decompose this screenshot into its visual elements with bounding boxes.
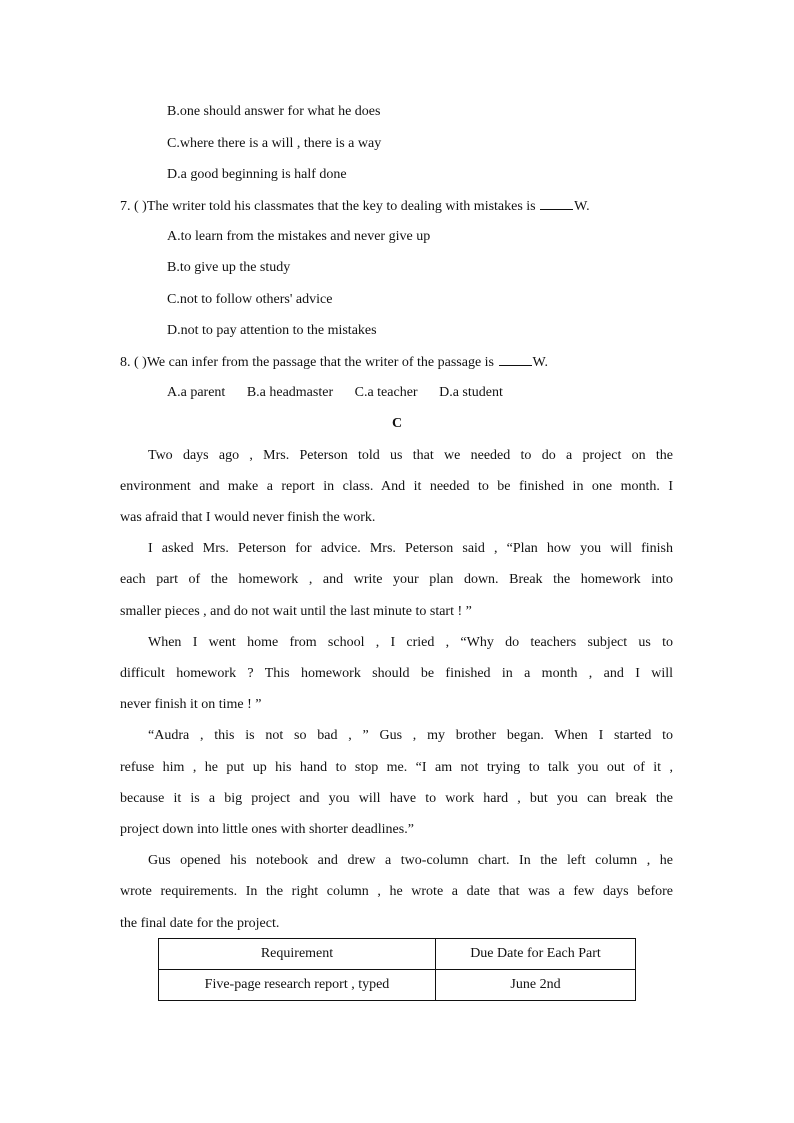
passage-line: wrote requirements. In the right column , he wrote a date that was a few days before bbox=[120, 884, 673, 899]
q8-options bbox=[167, 384, 521, 402]
q8-option-a: A.a parent bbox=[167, 385, 226, 400]
passage-line: never finish it on time ! ” bbox=[120, 697, 262, 712]
passage-line: smaller pieces , and do not wait until the last minute to start ! ” bbox=[120, 604, 472, 619]
table-header-cell: Due Date for Each Part bbox=[436, 939, 636, 970]
q8-suffix: W. bbox=[532, 355, 548, 370]
section-title: C bbox=[391, 416, 403, 431]
q7-option-c: C.not to follow others' advice bbox=[167, 292, 333, 307]
passage-line: Two days ago , Mrs. Peterson told us that we needed to do a project on the bbox=[148, 448, 673, 463]
table-cell: Five-page research report , typed bbox=[159, 970, 436, 1001]
requirements-table bbox=[158, 938, 636, 1001]
q7-stem bbox=[120, 197, 590, 216]
passage-line: difficult homework ? This homework should be finished in a month , and I will bbox=[120, 666, 673, 681]
passage-line: “Audra , this is not so bad , ” Gus , my brother began. When I started to bbox=[148, 728, 673, 743]
passage-line: refuse him , he put up his hand to stop me. “I am not trying to talk you out of it , bbox=[120, 760, 673, 775]
passage-line: environment and make a report in class. And it needed to be finished in one month. I bbox=[120, 479, 673, 494]
q8-answer-blank bbox=[499, 353, 532, 366]
table-header-cell: Requirement bbox=[159, 939, 436, 970]
q7-suffix: W. bbox=[574, 199, 590, 214]
passage-line: I asked Mrs. Peterson for advice. Mrs. Peterson said , “Plan how you will finish bbox=[148, 541, 673, 556]
q7-prefix: 7. ( )The writer told his classmates that the key to dealing with mistakes is bbox=[120, 199, 536, 214]
passage-line: Gus opened his notebook and drew a two-column chart. In the left column , he bbox=[148, 853, 673, 868]
q7-option-d: D.not to pay attention to the mistakes bbox=[167, 323, 377, 338]
q8-prefix: 8. ( )We can infer from the passage that the writer of the passage is bbox=[120, 355, 495, 370]
table-header-row bbox=[159, 939, 636, 970]
q7-option-a: A.to learn from the mistakes and never give up bbox=[167, 229, 431, 244]
q6-option-c: C.where there is a will , there is a way bbox=[167, 136, 382, 151]
passage-line: When I went home from school , I cried , “Why do teachers subject us to bbox=[148, 635, 673, 650]
table-row bbox=[159, 970, 636, 1001]
q8-option-d: D.a student bbox=[439, 385, 503, 400]
passage-line: was afraid that I would never finish the work. bbox=[120, 510, 376, 525]
table-cell: June 2nd bbox=[436, 970, 636, 1001]
q8-stem bbox=[120, 353, 548, 372]
q7-option-b: B.to give up the study bbox=[167, 260, 291, 275]
passage-line: the final date for the project. bbox=[120, 916, 280, 931]
q7-answer-blank bbox=[540, 197, 573, 210]
q8-option-c: C.a teacher bbox=[354, 385, 418, 400]
passage-line: because it is a big project and you will have to work hard , but you can break the bbox=[120, 791, 673, 806]
passage-line: project down into little ones with shorter deadlines.” bbox=[120, 822, 414, 837]
q6-option-b: B.one should answer for what he does bbox=[167, 104, 381, 119]
passage-line: each part of the homework , and write your plan down. Break the homework into bbox=[120, 572, 673, 587]
q6-option-d: D.a good beginning is half done bbox=[167, 167, 347, 182]
q8-option-b: B.a headmaster bbox=[246, 385, 334, 400]
